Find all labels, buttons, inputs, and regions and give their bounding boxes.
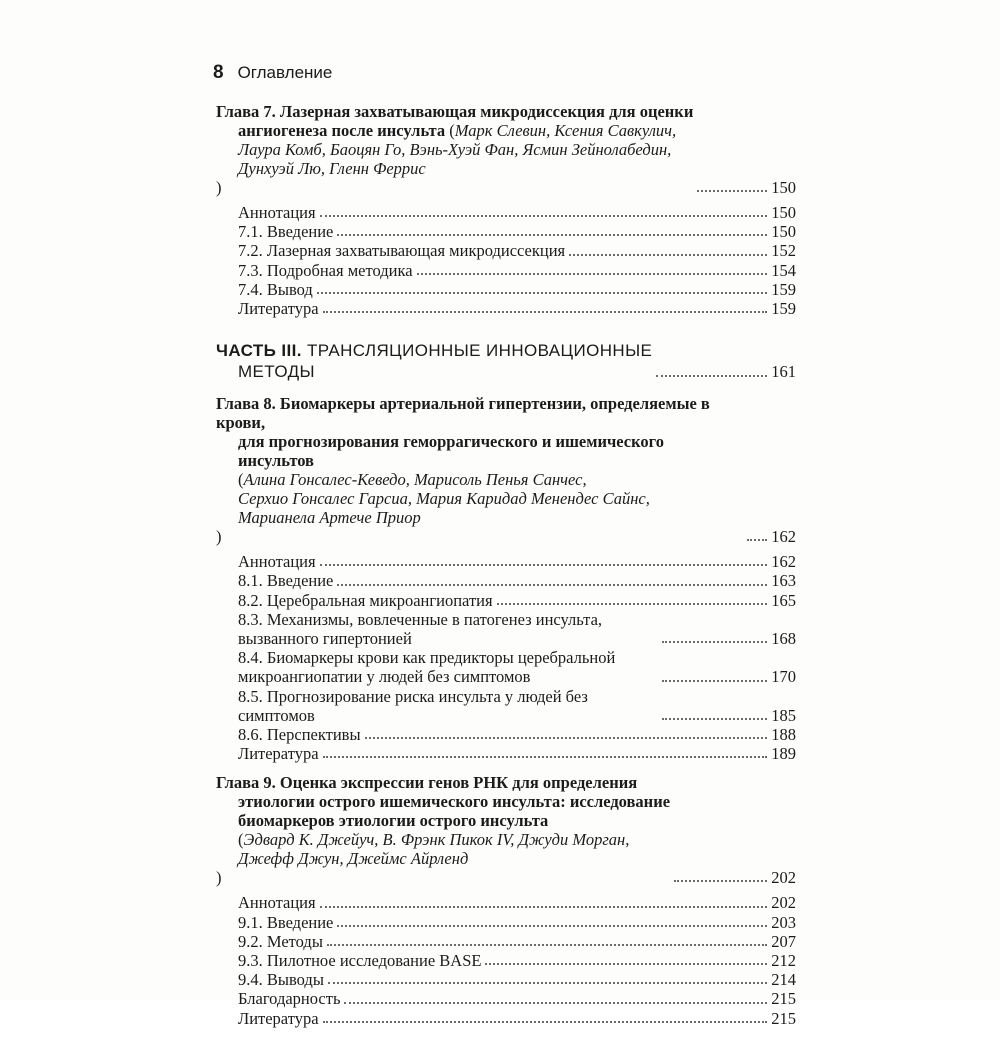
part-page: 161: [771, 362, 796, 382]
entry-title: 7.3. Подробная методика: [238, 260, 413, 280]
part-title-line: МЕТОДЫ: [238, 362, 315, 382]
close-paren: ): [216, 178, 222, 197]
chapter-authors-line: Джефф Джун, Джеймс Айрленд: [238, 849, 469, 869]
chapter-authors-line: Марианела Артече Приор: [238, 508, 421, 528]
dot-leader: [662, 718, 767, 720]
authors-start: [216, 470, 743, 489]
entry-page: 185: [771, 705, 796, 725]
entry-page: 159: [771, 279, 796, 299]
entry-title: 9.4. Выводы: [238, 970, 324, 990]
entry-page: 189: [771, 744, 796, 764]
entry-title: 8.4. Биомаркеры крови как предикторы церебральной микроангиопатии у людей без симптомов: [238, 648, 616, 687]
close-paren: ): [216, 527, 222, 547]
dot-leader: [317, 292, 767, 294]
chapter: [216, 394, 796, 763]
entry-title: 8.2. Церебральная микроангиопатия: [238, 590, 493, 610]
dot-leader: [662, 680, 767, 682]
entry-title: 8.1. Введение: [238, 571, 334, 591]
chapter-entries: [216, 552, 796, 763]
dot-leader: [337, 584, 767, 586]
toc-entry: [216, 591, 796, 610]
authors-start: [449, 121, 676, 140]
dot-leader: [320, 564, 768, 566]
entry-page: 165: [771, 590, 796, 610]
entry-page: 152: [771, 241, 796, 261]
entry-title: 7.2. Лазерная захватывающая микродиссекция: [238, 241, 566, 261]
entry-page: 170: [771, 667, 796, 687]
table-of-contents: [216, 102, 796, 1038]
open-paren: (: [449, 121, 455, 140]
entry-title: 9.2. Методы: [238, 931, 323, 951]
chapter: [216, 773, 796, 1027]
toc-entry: [216, 970, 796, 989]
chapter-title-line: Глава 9. Оценка экспрессии генов РНК для определения: [216, 773, 638, 793]
dot-leader: [337, 234, 767, 236]
entry-title: 8.6. Перспективы: [238, 725, 361, 745]
dot-leader: [327, 944, 767, 946]
entry-page: 154: [771, 260, 796, 280]
entry-page: 168: [771, 629, 796, 649]
dot-leader: [337, 925, 767, 927]
chapter-heading: [216, 102, 796, 197]
entry-page: 215: [771, 1008, 796, 1028]
chapter-title-line: ангиогенеза после инсульта: [238, 121, 446, 140]
toc-entry: [216, 552, 796, 571]
chapter-page: 202: [771, 868, 796, 888]
entry-page: 215: [771, 989, 796, 1009]
entry-page: 150: [771, 222, 796, 242]
chapter-authors-line: Дунхуэй Лю, Гленн Феррис: [238, 159, 426, 178]
dot-leader: [323, 311, 768, 313]
entry-page: 212: [771, 951, 796, 971]
chapter-page: 162: [771, 527, 796, 547]
chapter-title-line: этиологии острого ишемического инсульта: исследование: [238, 792, 671, 812]
chapter-title-line: Глава 8. Биомаркеры артериальной гипертензии, определяемые в крови,: [216, 394, 710, 433]
dot-leader: [417, 273, 768, 275]
dot-leader: [485, 963, 767, 965]
chapter-entries: [216, 893, 796, 1027]
dot-leader: [323, 756, 768, 758]
entry-page: 203: [771, 912, 796, 932]
entry-title: 8.5. Прогнозирование риска инсульта у людей без симптомов: [238, 686, 588, 725]
chapter-heading-text: [216, 394, 743, 546]
chapter-authors-line: Алина Гонсалес-Кеведо, Марисоль Пенья Санчес,: [243, 470, 587, 490]
entry-title: Аннотация: [238, 552, 316, 572]
entry-title: 8.3. Механизмы, вовлеченные в патогенез инсульта, вызванного гипертонией: [238, 609, 603, 649]
toc-entry: [216, 932, 796, 951]
part-title: [216, 340, 652, 382]
chapter-authors-line: Эдвард К. Джейуч, В. Фрэнк Пикок IV, Джуди Морган,: [243, 830, 630, 850]
entry-title: 9.3. Пилотное исследование BASE: [238, 951, 482, 971]
toc-entry: [216, 280, 796, 299]
entry-title: Аннотация: [238, 893, 316, 913]
chapter-entries: [216, 203, 796, 318]
entry-page: 163: [771, 571, 796, 591]
open-paren: (: [238, 470, 244, 490]
entry-title: Литература: [238, 299, 319, 319]
chapter-title-line: Глава 7. Лазерная захватывающая микродиссекция для оценки: [216, 102, 694, 121]
dot-leader: [320, 906, 768, 908]
entry-page: 207: [771, 931, 796, 951]
close-paren: ): [216, 868, 222, 888]
toc-entry: [216, 222, 796, 241]
toc-entry: [216, 203, 796, 222]
toc-entry: [216, 744, 796, 763]
toc-entry: [216, 989, 796, 1008]
chapter-heading-text: [216, 773, 670, 887]
chapter-group-b: [216, 394, 796, 1028]
toc-entry: [216, 913, 796, 932]
toc-entry: [216, 648, 796, 686]
dot-leader: [674, 880, 767, 882]
page-number: 8: [213, 62, 224, 83]
chapter-authors-line: Лаура Комб, Баоцян Го, Вэнь-Хуэй Фан, Ясмин Зейнолабедин,: [238, 140, 672, 159]
chapter-heading: [216, 773, 796, 887]
toc-entry: [216, 951, 796, 970]
dot-leader: [662, 641, 767, 643]
chapter-page: 150: [771, 178, 796, 197]
entry-title: 7.4. Вывод: [238, 279, 313, 299]
dot-leader: [569, 254, 767, 256]
toc-entry: [216, 299, 796, 318]
toc-entry: [216, 241, 796, 260]
authors-start: [216, 830, 670, 849]
entry-title: 9.1. Введение: [238, 912, 334, 932]
running-head: [213, 62, 332, 84]
running-head-title: Оглавление: [237, 63, 333, 82]
toc-entry: [216, 725, 796, 744]
toc-entry: [216, 261, 796, 280]
toc-entry: [216, 571, 796, 590]
dot-leader: [323, 1021, 768, 1023]
dot-leader: [697, 190, 767, 192]
chapter: [216, 102, 796, 318]
toc-entry: [216, 893, 796, 912]
dot-leader: [344, 1002, 767, 1004]
entry-page: 150: [771, 203, 796, 222]
dot-leader: [328, 982, 767, 984]
entry-page: 214: [771, 970, 796, 990]
entry-title: Аннотация: [238, 203, 316, 222]
chapter-title-line: биомаркеров этиологии острого инсульта: [238, 811, 549, 831]
dot-leader: [656, 375, 767, 377]
toc-entry: [216, 610, 796, 648]
dot-leader: [497, 603, 768, 605]
part-title-line: ТРАНСЛЯЦИОННЫЕ ИННОВАЦИОННЫЕ: [307, 341, 653, 361]
chapter-heading: [216, 394, 796, 546]
chapter-authors-line: Марк Слевин, Ксения Савкулич,: [454, 121, 677, 140]
chapter-heading-text: [216, 102, 693, 197]
entry-title: Литература: [238, 744, 319, 764]
chapter-authors-line: Серхио Гонсалес Гарсиа, Мария Каридад Менендес Сайнс,: [238, 489, 650, 509]
entry-title: Благодарность: [238, 989, 341, 1009]
entry-title: 7.1. Введение: [238, 222, 334, 242]
chapter-group-a: [216, 102, 796, 318]
entry-title: Литература: [238, 1008, 319, 1028]
entry-page: 159: [771, 299, 796, 319]
toc-entry: [216, 687, 796, 725]
open-paren: (: [238, 830, 244, 850]
dot-leader: [365, 737, 768, 739]
toc-entry: [216, 1009, 796, 1028]
entry-page: 202: [771, 893, 796, 913]
dot-leader: [747, 539, 767, 541]
entry-page: 188: [771, 725, 796, 745]
dot-leader: [320, 215, 768, 217]
part-heading: [216, 340, 796, 382]
entry-page: 162: [771, 552, 796, 572]
part-label: ЧАСТЬ III.: [216, 341, 302, 361]
chapter-title-line: для прогнозирования геморрагического и ишемического инсультов: [238, 432, 665, 471]
